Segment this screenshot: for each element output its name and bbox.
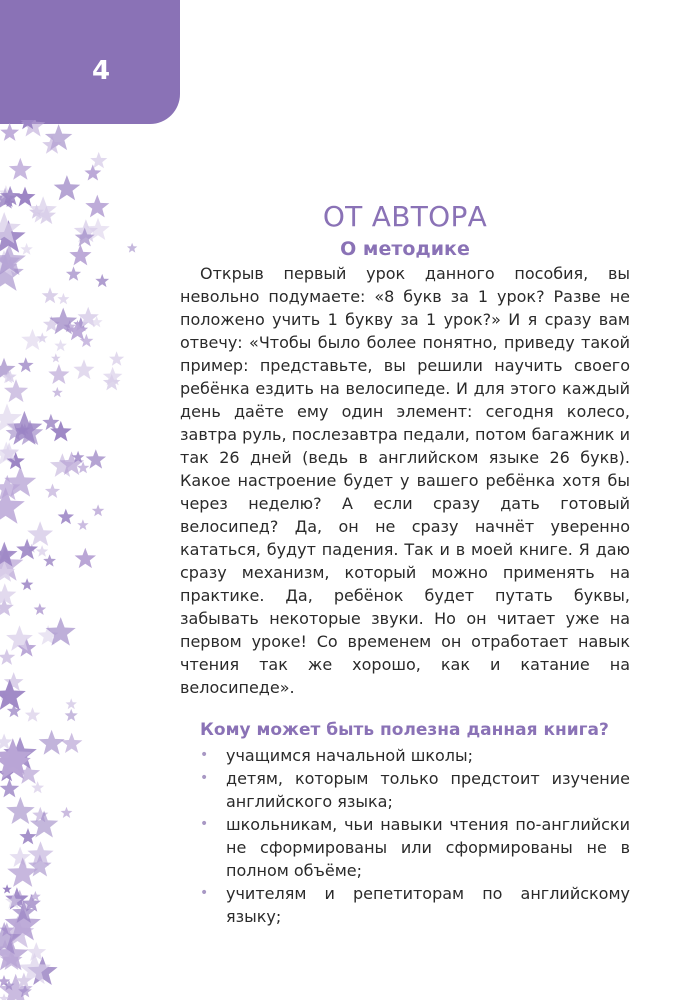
star-icon (61, 807, 73, 818)
star-icon (4, 379, 28, 402)
bullet-icon: • (200, 885, 209, 902)
star-icon (2, 884, 12, 893)
star-icon (85, 195, 109, 218)
star-icon (21, 578, 34, 590)
star-icon (51, 353, 61, 362)
intro-paragraph: Открыв первый урок данного пособия, вы невольно подумаете: «8 букв за 1 урок? Разве не положено учить 1 букву за 1 урок?» И я сразу вам отвечу: «Чтобы было более понятно, приведу такой пример: представьте, вы решили научить своего ребёнка ездить на велосипеде. И для этого каждый день даёте ему один элемент: сегодня колесо, завтра руль, послезавтра педали, потом багажник и так 26 дней (ведь в английском языке 26 букв). Какое настроение будет у вашего ребёнка хотя бы через неделю? А если сразу дать готовый велосипед? Да, он не сразу начнёт уверенно кататься, будут падения. Так и в моей книге. Я даю сразу механизм, который можно применять на практике. Да, ребёнок будет путать буквы, забывать некоторые звуки. Но он читает уже на первом уроке! Со временем он отработает навык чтения так же хорошо, как и катание на велосипеде». (180, 264, 630, 698)
page-number: 4 (92, 56, 111, 86)
star-icon (75, 548, 96, 568)
star-icon (58, 509, 74, 525)
star-icon (48, 364, 69, 384)
list-item (200, 882, 630, 928)
star-icon (86, 449, 106, 468)
star-icon (18, 357, 34, 372)
star-decoration (0, 120, 165, 1000)
star-icon (39, 730, 65, 755)
star-icon (0, 583, 16, 605)
star-icon (42, 287, 59, 303)
list-item-text: учителям и репетиторам по английскому языку; (226, 884, 630, 927)
star-icon (84, 164, 101, 180)
star-icon (15, 187, 36, 207)
star-icon (66, 266, 81, 280)
star-icon (0, 779, 19, 798)
star-icon (57, 293, 69, 304)
star-icon (61, 733, 83, 753)
star-icon (109, 351, 124, 365)
list-item-text: учащимся начальной школы; (226, 746, 474, 766)
star-icon (95, 274, 109, 287)
star-icon (52, 387, 63, 397)
list-item-text: школьникам, чьи навыки чтения по-английски не сформированы или сформированы не в полном объёме; (226, 815, 630, 881)
page-title: ОТ АВТОРА (322, 200, 488, 233)
star-icon (69, 244, 91, 265)
star-icon (37, 332, 48, 343)
star-icon (127, 243, 137, 253)
section-subtitle: О методике (340, 237, 470, 260)
star-icon (9, 847, 31, 868)
star-icon (31, 781, 44, 793)
list-item-text: детям, которым только предстоит изучение английского языка; (226, 769, 630, 812)
star-icon (36, 545, 48, 557)
star-icon (45, 484, 60, 499)
star-icon (25, 707, 41, 722)
star-icon (0, 123, 19, 141)
bullet-icon: • (200, 747, 209, 764)
star-icon (77, 519, 88, 530)
star-icon (34, 603, 47, 615)
star-icon (27, 521, 53, 546)
star-icon (73, 359, 94, 379)
list-item (200, 813, 630, 882)
list-item (200, 767, 630, 813)
bullet-icon: • (200, 770, 209, 787)
star-icon (54, 175, 80, 200)
list-item (200, 744, 630, 767)
star-icon (30, 811, 58, 838)
bullet-icon: • (200, 816, 209, 833)
audience-heading: Кому может быть полезна данная книга? (200, 720, 609, 741)
star-icon (7, 857, 38, 887)
star-icon (42, 414, 59, 430)
star-icon (19, 828, 36, 844)
star-icon (9, 158, 32, 180)
star-icon (20, 243, 32, 255)
star-icon (66, 698, 77, 709)
star-icon (65, 709, 78, 721)
star-icon (6, 797, 35, 824)
star-icon (92, 504, 105, 516)
page-number-tab (0, 0, 180, 124)
star-icon (0, 649, 15, 665)
audience-list (180, 744, 630, 928)
content (180, 200, 630, 928)
star-icon (54, 339, 67, 351)
